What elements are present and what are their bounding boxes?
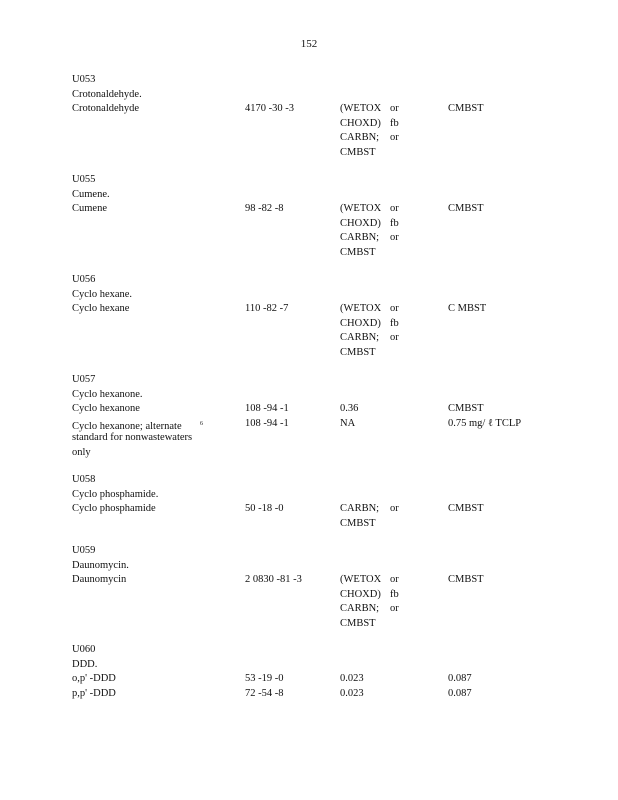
footnote-marker: 6: [200, 420, 203, 427]
nonwastewater-standard: CMBST: [448, 103, 484, 114]
technology-standard: CARBN; or: [340, 332, 399, 343]
technology-standard: CHOXD) fb: [340, 588, 399, 600]
nonwastewater-standard: 0.087: [448, 687, 472, 699]
page-number: 152: [300, 38, 318, 50]
cas-number: 53 -19 -0: [245, 673, 284, 684]
technology-standard: CARBN; or: [340, 603, 399, 614]
technology-standard: CHOXD) fb: [340, 117, 399, 129]
entry-u058: [72, 473, 592, 531]
waste-title: Cyclo phosphamide.: [72, 488, 159, 500]
waste-title: Cyclo hexanone.: [72, 388, 143, 400]
constituent-name: Daunomycin: [72, 574, 127, 585]
wastewater-standard: 0.36: [340, 403, 359, 414]
technology-standard: CHOXD) fb: [340, 317, 399, 329]
constituent-name: Cyclo hexanone: [72, 403, 140, 414]
nonwastewater-standard: CMBST: [448, 203, 484, 214]
waste-code: U060: [72, 644, 96, 655]
nonwastewater-standard: 0.087: [448, 673, 472, 684]
nonwastewater-standard: CMBST: [448, 403, 484, 414]
nonwastewater-standard: CMBST: [448, 574, 484, 585]
cas-number: 108 -94 -1: [245, 403, 289, 414]
technology-standard: CMBST: [340, 617, 376, 629]
constituent-name: Cyclo hexanone; alternate $^6$: [72, 420, 203, 432]
technology-standard: (WETOX or: [340, 574, 399, 585]
wastewater-standard: 0.023: [340, 687, 364, 699]
constituent-name: Cyclo hexane: [72, 303, 130, 314]
cas-number: 98 -82 -8: [245, 203, 284, 214]
cas-number: 50 -18 -0: [245, 503, 284, 514]
waste-title: Cumene.: [72, 188, 110, 200]
constituent-name: o,p' -DDD: [72, 673, 116, 684]
entry-u053: [72, 73, 592, 160]
nonwastewater-standard: 0.75 mg/ ℓ TCLP: [448, 417, 522, 429]
waste-title: DDD.: [72, 658, 98, 670]
entry-u056: [72, 273, 592, 360]
entry-u055: [72, 173, 592, 260]
cas-number: 108 -94 -1: [245, 417, 289, 429]
technology-standard: (WETOX or: [340, 203, 399, 214]
waste-code: U059: [72, 545, 96, 556]
constituent-name-continued: only: [72, 446, 91, 458]
entry-u060: [72, 643, 592, 701]
cas-number: 110 -82 -7: [245, 303, 289, 314]
nonwastewater-standard: CMBST: [448, 503, 484, 514]
technology-standard: CARBN; or: [340, 132, 399, 143]
technology-standard: CMBST: [340, 146, 376, 158]
constituent-name-continued: standard for nonwastewaters: [72, 432, 193, 443]
technology-standard: CARBN; or: [340, 503, 399, 514]
waste-code: U057: [72, 374, 96, 385]
nonwastewater-standard: C MBST: [448, 303, 487, 314]
waste-code: U056: [72, 274, 96, 285]
entry-u057: [72, 373, 592, 460]
technology-standard: CMBST: [340, 246, 376, 258]
constituent-name: Cumene: [72, 203, 107, 214]
cas-number: 4170 -30 -3: [245, 103, 294, 114]
constituent-name: p,p' -DDD: [72, 687, 116, 699]
entry-u059: [72, 544, 592, 631]
waste-code: U055: [72, 174, 96, 185]
waste-title: Daunomycin.: [72, 559, 129, 571]
technology-standard: CMBST: [340, 346, 376, 358]
technology-standard: (WETOX or: [340, 303, 399, 314]
wastewater-standard: 0.023: [340, 673, 364, 684]
cas-number: 72 -54 -8: [245, 687, 284, 699]
waste-code: U053: [72, 74, 96, 85]
technology-standard: CARBN; or: [340, 232, 399, 243]
technology-standard: CMBST: [340, 517, 376, 529]
cas-number: 2 0830 -81 -3: [245, 574, 302, 585]
waste-code: U058: [72, 474, 96, 485]
wastewater-standard: NA: [340, 417, 356, 429]
constituent-name: Cyclo phosphamide: [72, 503, 156, 514]
waste-title: Crotonaldehyde.: [72, 88, 142, 100]
waste-title: Cyclo hexane.: [72, 288, 133, 300]
technology-standard: CHOXD) fb: [340, 217, 399, 229]
constituent-name: Crotonaldehyde: [72, 103, 140, 114]
technology-standard: (WETOX or: [340, 103, 399, 114]
